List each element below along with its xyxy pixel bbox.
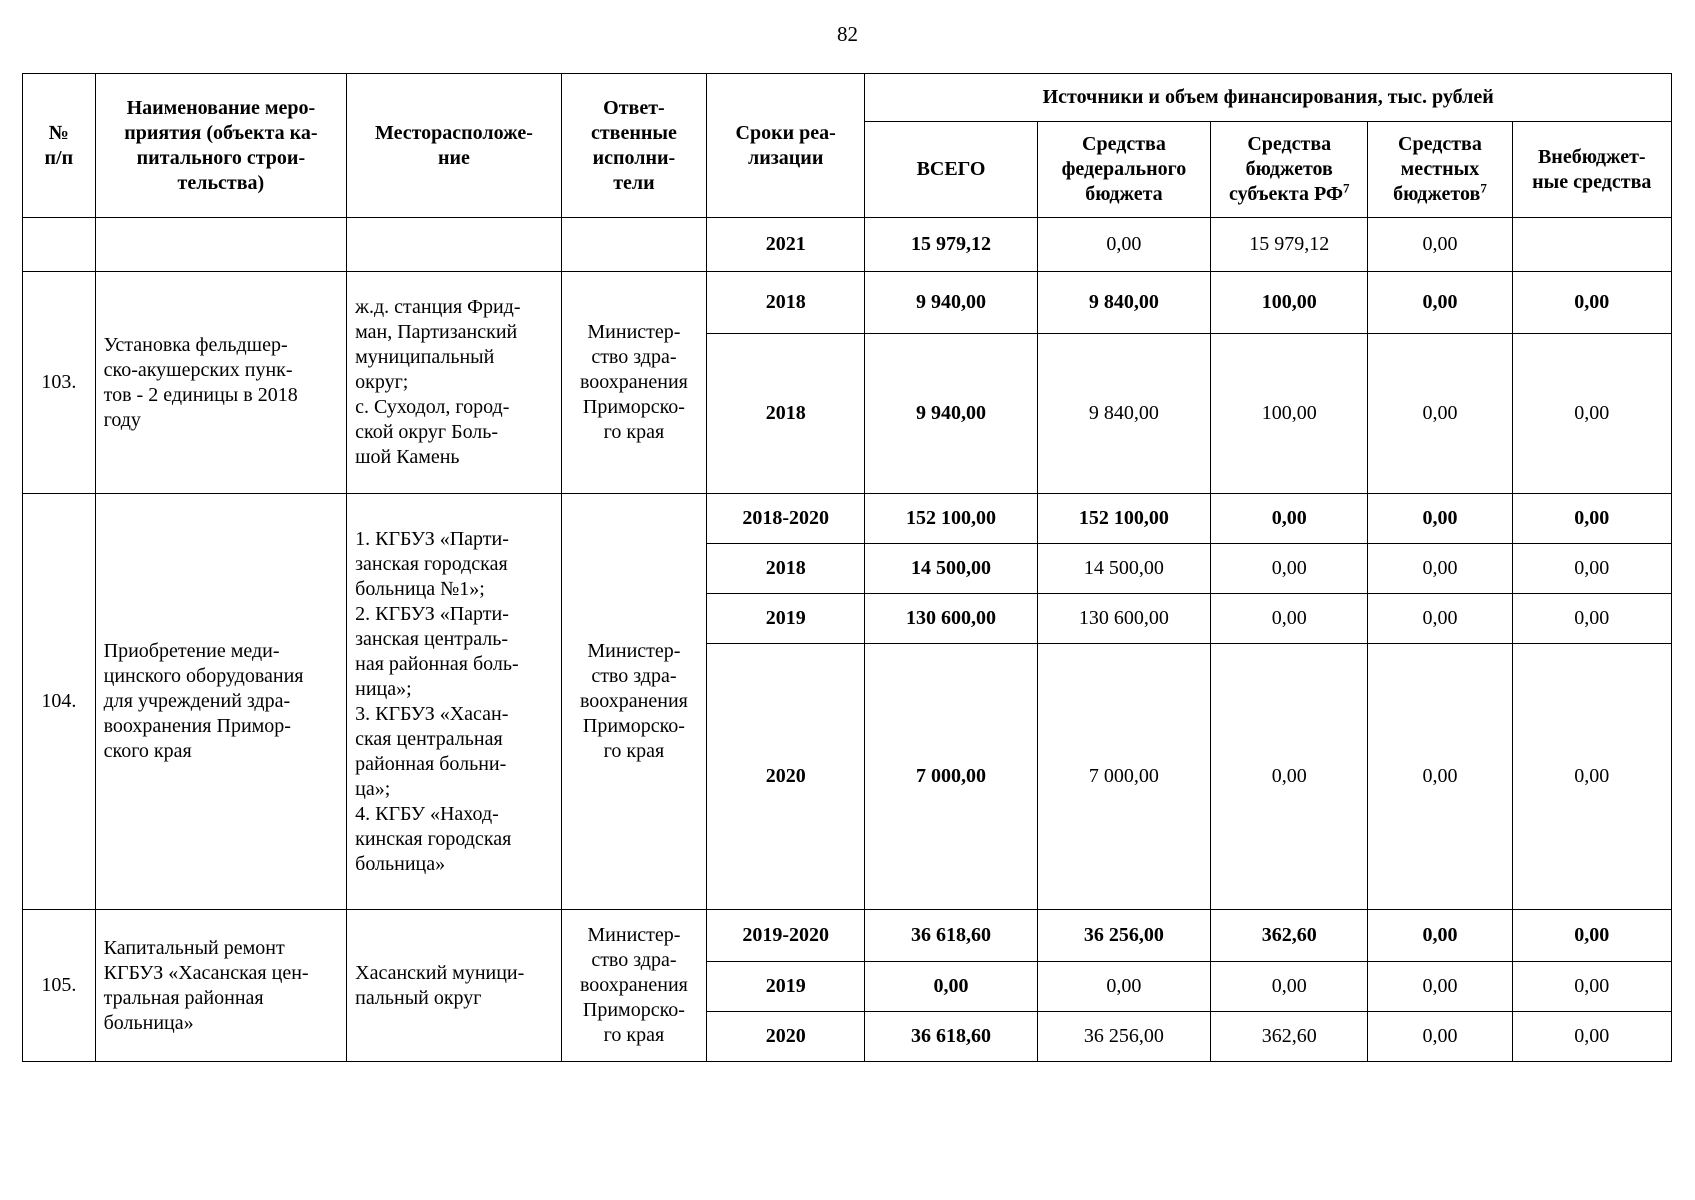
header-location: Месторасположе- ние: [347, 74, 562, 218]
cell-regional: 362,60: [1211, 1012, 1368, 1062]
cell-regional: 15 979,12: [1211, 218, 1368, 272]
cell-local: 0,00: [1368, 910, 1512, 962]
table-row: [23, 218, 1672, 272]
page-number: 82: [837, 22, 858, 46]
header-federal: Средства федерального бюджета: [1037, 122, 1210, 218]
cell-total: 9 940,00: [865, 272, 1037, 334]
header-local-footnote: 7: [1480, 180, 1487, 196]
header-sources-group: Источники и объем финансирования, тыс. рублей: [865, 74, 1672, 122]
cell-regional: 0,00: [1211, 594, 1368, 644]
cell-empty: [561, 218, 706, 272]
cell-total: 0,00: [865, 962, 1037, 1012]
cell-item-number: 103.: [23, 272, 96, 494]
cell-local: 0,00: [1368, 962, 1512, 1012]
cell-extra: 0,00: [1512, 1012, 1671, 1062]
cell-federal: 152 100,00: [1037, 494, 1210, 544]
cell-regional: 0,00: [1211, 644, 1368, 910]
cell-total: 9 940,00: [865, 334, 1037, 494]
cell-item-responsible: Министер- ство здра- воохранения Приморско- го края: [561, 910, 706, 1062]
cell-period: 2018: [707, 334, 865, 494]
cell-regional: 0,00: [1211, 544, 1368, 594]
cell-period: 2018: [707, 272, 865, 334]
cell-item-name: Приобретение меди- цинского оборудования для учреждений здра- воохранения Примор- ского края: [95, 494, 347, 910]
cell-regional: 362,60: [1211, 910, 1368, 962]
cell-federal: 130 600,00: [1037, 594, 1210, 644]
cell-period: 2020: [707, 644, 865, 910]
cell-empty: [95, 218, 347, 272]
cell-regional: 0,00: [1211, 962, 1368, 1012]
cell-extra: [1512, 218, 1671, 272]
cell-item-name: Капитальный ремонт КГБУЗ «Хасанская цен- тральная районная больница»: [95, 910, 347, 1062]
cell-total: 130 600,00: [865, 594, 1037, 644]
cell-item-number: 104.: [23, 494, 96, 910]
cell-item-location: 1. КГБУЗ «Парти- занская городская больница №1»; 2. КГБУЗ «Парти- занская централь- ная районная боль- ница»; 3. КГБУЗ «Хасан- ская центральная районная больни- ца»; 4. КГБУ «Наход- кинская городская больница»: [347, 494, 562, 910]
cell-federal: 0,00: [1037, 962, 1210, 1012]
cell-federal: 0,00: [1037, 218, 1210, 272]
table-row: [23, 494, 1672, 544]
header-number: № п/п: [23, 74, 96, 218]
header-period: Сроки реа- лизации: [707, 74, 865, 218]
table-row: [23, 272, 1672, 334]
cell-local: 0,00: [1368, 544, 1512, 594]
cell-extra: 0,00: [1512, 272, 1671, 334]
header-name: Наименование меро- приятия (объекта ка- питального строи- тельства): [95, 74, 347, 218]
cell-period: 2019-2020: [707, 910, 865, 962]
cell-local: 0,00: [1368, 1012, 1512, 1062]
cell-item-location: ж.д. станция Фрид- ман, Партизанский муниципальный округ; с. Суходол, город- ской округ Боль- шой Камень: [347, 272, 562, 494]
cell-period: 2018: [707, 544, 865, 594]
cell-extra: 0,00: [1512, 644, 1671, 910]
cell-total: 36 618,60: [865, 1012, 1037, 1062]
header-local-label: Средства местных бюджетов: [1393, 133, 1482, 205]
header-responsible: Ответ- ственные исполни- тели: [561, 74, 706, 218]
cell-extra: 0,00: [1512, 910, 1671, 962]
cell-period: 2021: [707, 218, 865, 272]
cell-item-location: Хасанский муници- пальный округ: [347, 910, 562, 1062]
cell-local: 0,00: [1368, 644, 1512, 910]
financing-table: [22, 73, 1672, 1062]
cell-local: 0,00: [1368, 334, 1512, 494]
cell-extra: 0,00: [1512, 962, 1671, 1012]
cell-regional: 100,00: [1211, 334, 1368, 494]
cell-regional: 0,00: [1211, 494, 1368, 544]
cell-regional: 100,00: [1211, 272, 1368, 334]
header-regional-footnote: 7: [1343, 180, 1350, 196]
cell-period: 2020: [707, 1012, 865, 1062]
cell-period: 2019: [707, 594, 865, 644]
cell-federal: 36 256,00: [1037, 910, 1210, 962]
cell-federal: 9 840,00: [1037, 272, 1210, 334]
header-regional-label: Средства бюджетов субъекта РФ: [1228, 133, 1344, 205]
cell-federal: 36 256,00: [1037, 1012, 1210, 1062]
cell-extra: 0,00: [1512, 334, 1671, 494]
header-extra: Внебюджет- ные средства: [1512, 122, 1671, 218]
header-total: ВСЕГО: [865, 122, 1037, 218]
cell-local: 0,00: [1368, 494, 1512, 544]
table-row: [23, 910, 1672, 962]
cell-extra: 0,00: [1512, 544, 1671, 594]
cell-federal: 14 500,00: [1037, 544, 1210, 594]
cell-extra: 0,00: [1512, 594, 1671, 644]
cell-total: 152 100,00: [865, 494, 1037, 544]
cell-total: 7 000,00: [865, 644, 1037, 910]
header-regional: [1211, 122, 1368, 218]
cell-federal: 9 840,00: [1037, 334, 1210, 494]
cell-item-number: 105.: [23, 910, 96, 1062]
cell-extra: 0,00: [1512, 494, 1671, 544]
cell-period: 2018-2020: [707, 494, 865, 544]
cell-total: 14 500,00: [865, 544, 1037, 594]
cell-local: 0,00: [1368, 272, 1512, 334]
cell-empty: [23, 218, 96, 272]
cell-period: 2019: [707, 962, 865, 1012]
cell-item-responsible: Министер- ство здра- воохранения Приморско- го края: [561, 494, 706, 910]
cell-local: 0,00: [1368, 594, 1512, 644]
cell-item-responsible: Министер- ство здра- воохранения Приморско- го края: [561, 272, 706, 494]
cell-empty: [347, 218, 562, 272]
cell-federal: 7 000,00: [1037, 644, 1210, 910]
header-local: [1368, 122, 1512, 218]
cell-total: 15 979,12: [865, 218, 1037, 272]
cell-total: 36 618,60: [865, 910, 1037, 962]
cell-item-name: Установка фельдшер- ско-акушерских пунк- тов - 2 единицы в 2018 году: [95, 272, 347, 494]
cell-local: 0,00: [1368, 218, 1512, 272]
